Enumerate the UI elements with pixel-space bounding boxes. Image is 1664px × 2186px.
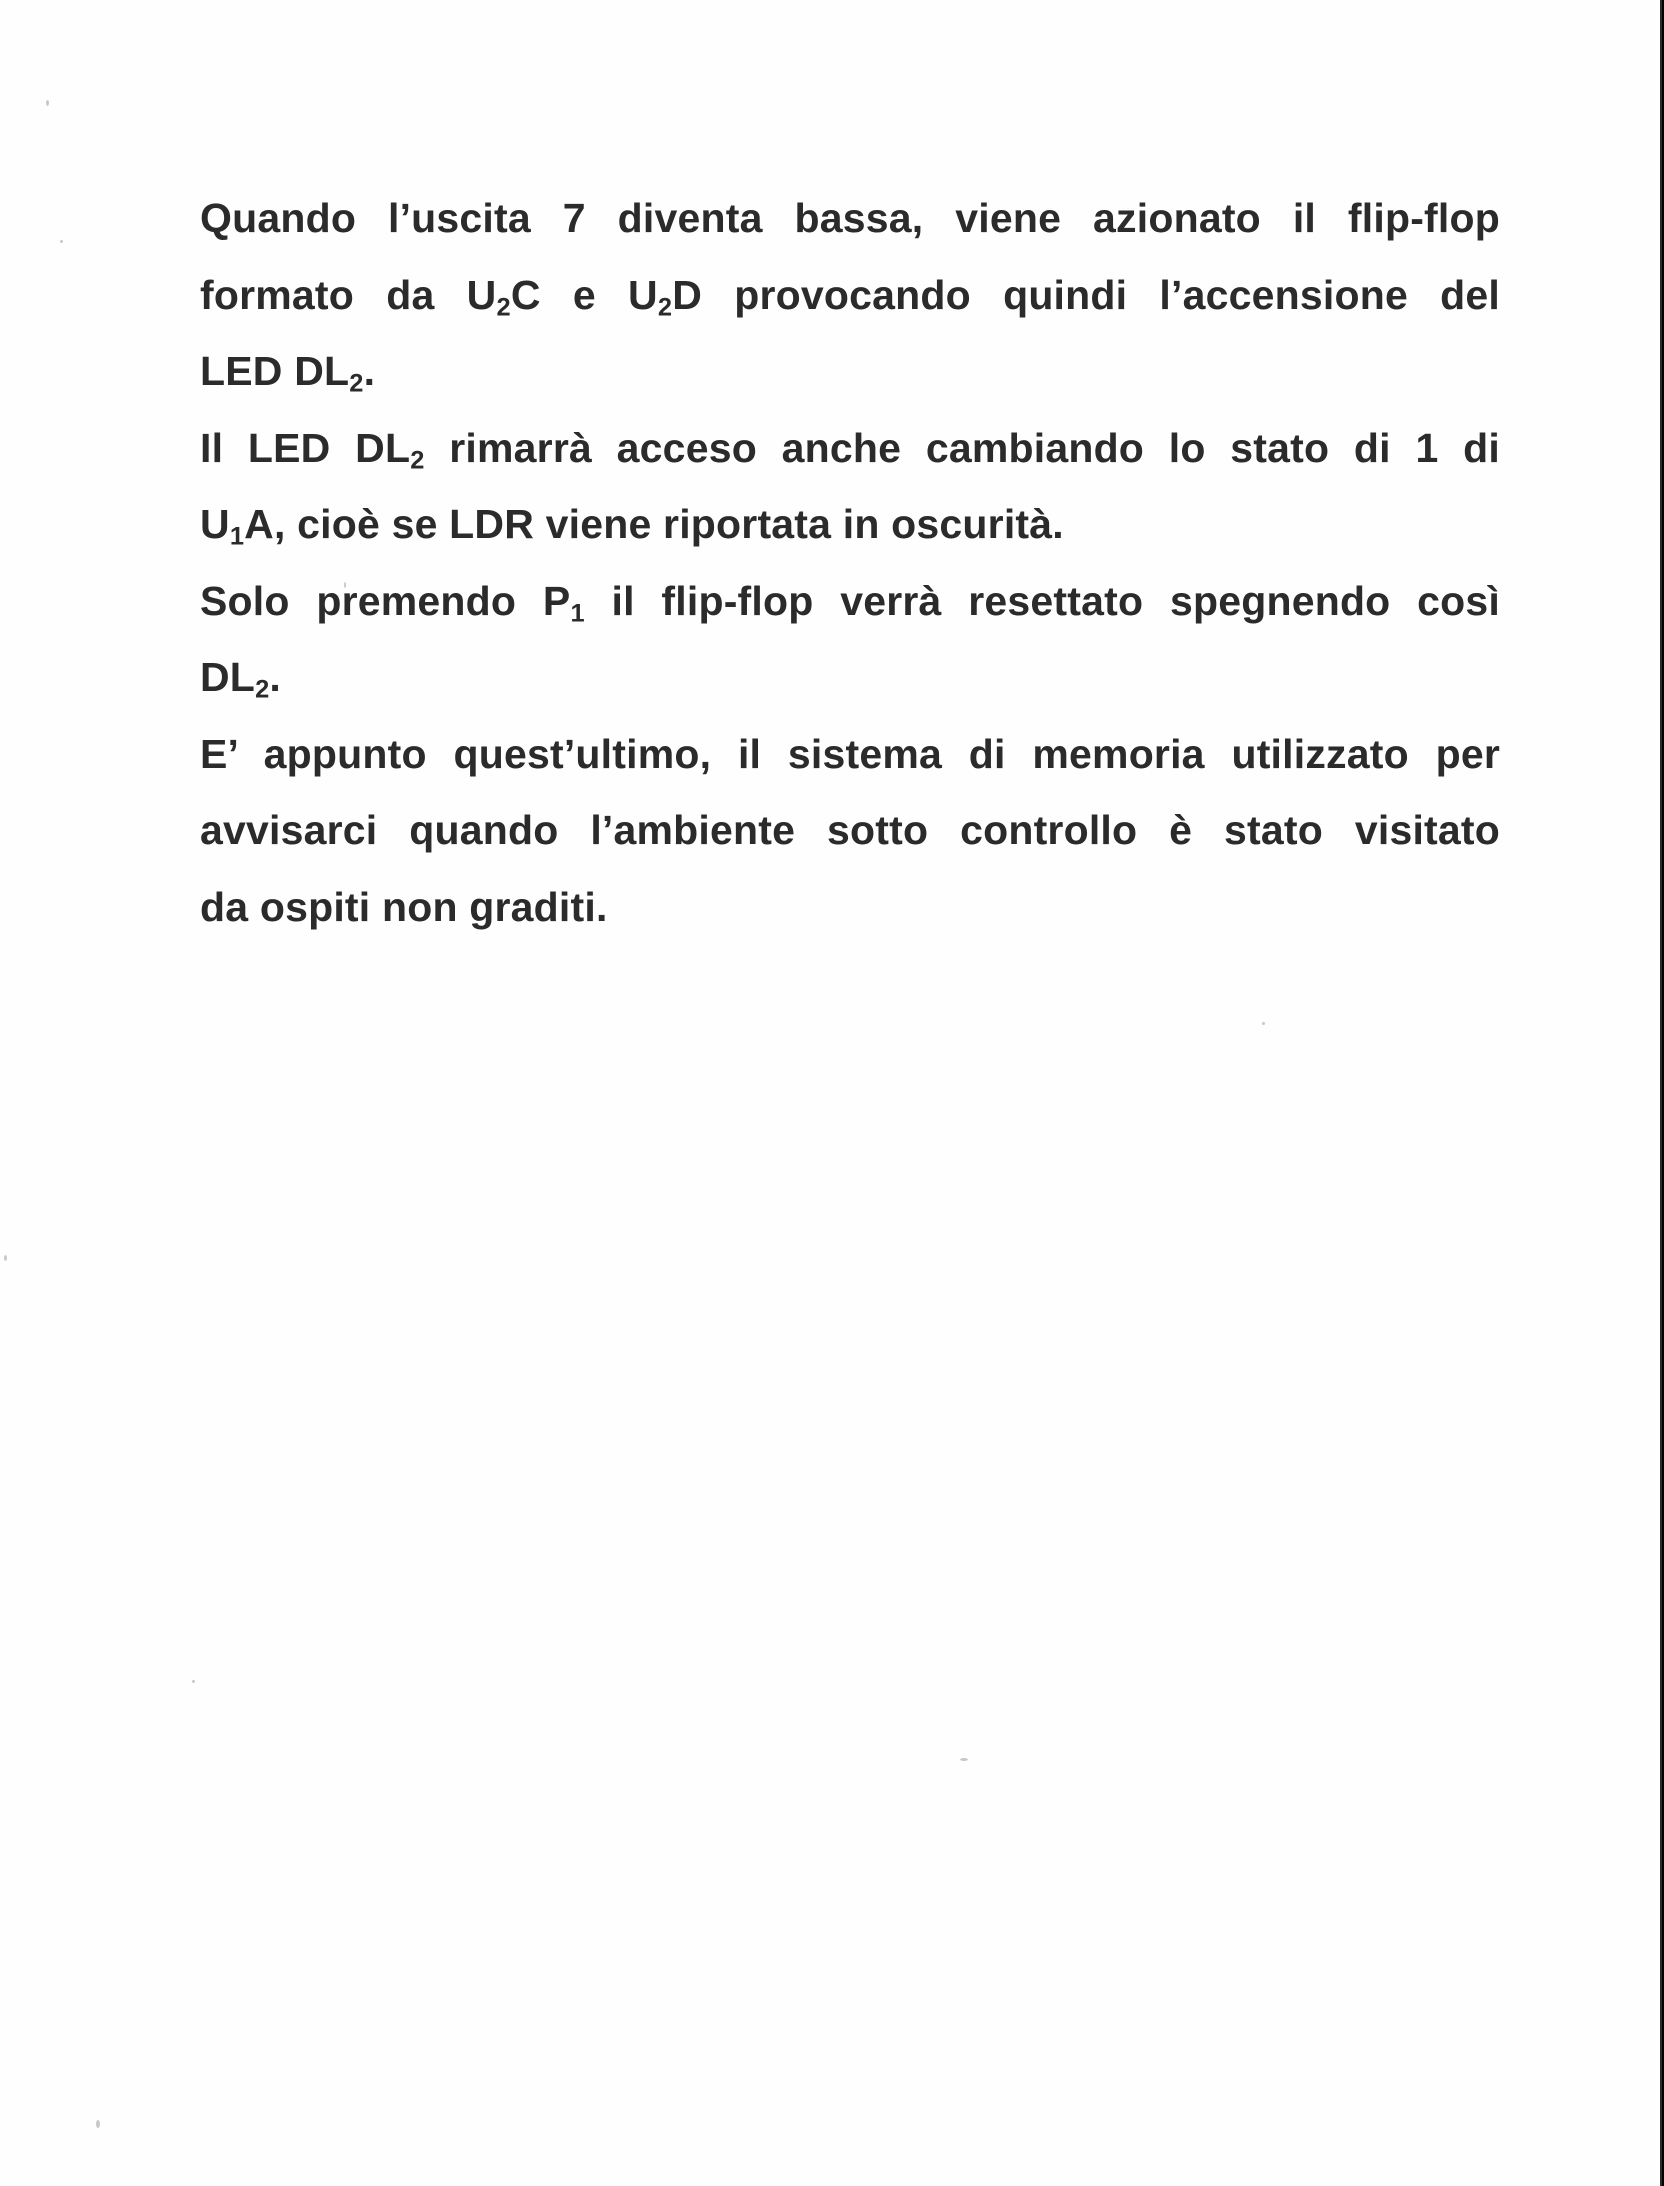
text-run: Quando l’uscita 7 diventa bassa, viene azionato il flip-flop — [200, 195, 1500, 241]
text-run: da ospiti non graditi. — [200, 883, 608, 930]
text-run: Il LED DL — [200, 424, 411, 471]
text-line-3 — [200, 333, 1500, 410]
text-line-10 — [200, 869, 1500, 946]
text-line-1 — [200, 180, 1500, 257]
subscript: 2 — [255, 675, 270, 704]
text-line-7 — [200, 639, 1500, 716]
subscript: 1 — [229, 522, 245, 551]
text-line-6 — [200, 563, 1500, 640]
text-run: E’ appunto quest’ultimo, il sistema di memoria utilizzato per — [200, 730, 1500, 777]
subscript: 2 — [349, 369, 364, 398]
scan-speck — [96, 2120, 100, 2128]
scan-speck — [46, 100, 49, 106]
scan-speck — [1262, 1022, 1265, 1025]
subscript: 2 — [496, 292, 511, 321]
body-text — [200, 180, 1500, 945]
scan-speck — [960, 1758, 968, 1761]
text-run: U — [200, 501, 230, 547]
text-run: . — [269, 654, 281, 700]
subscript: 2 — [410, 445, 425, 474]
text-line-2 — [200, 257, 1500, 334]
text-line-9 — [200, 792, 1500, 869]
text-run: DL — [200, 654, 256, 700]
text-line-5 — [200, 486, 1500, 563]
text-run: rimarrà acceso anche cambiando lo stato di 1 di — [424, 424, 1500, 471]
text-run: Solo premendo P — [200, 577, 571, 624]
text-run: D provocando quindi l’accensione del — [672, 271, 1500, 318]
scan-speck — [4, 1255, 7, 1261]
scan-speck — [60, 240, 63, 243]
text-line-4 — [200, 410, 1500, 487]
text-run: LED DL — [200, 348, 350, 394]
text-run: il flip-flop verrà resettato spegnendo così — [584, 577, 1500, 624]
subscript: 1 — [570, 598, 585, 627]
scan-speck — [192, 1680, 195, 1683]
text-line-8 — [200, 716, 1500, 793]
subscript: 2 — [657, 292, 673, 321]
text-run: C e U — [510, 271, 658, 318]
text-run: formato da U — [200, 271, 497, 318]
text-run: . — [363, 348, 376, 394]
text-run: A, cioè se LDR viene riportata in oscurità. — [244, 501, 1064, 547]
text-run: avvisarci quando l’ambiente sotto controllo è stato visitato — [200, 807, 1500, 853]
